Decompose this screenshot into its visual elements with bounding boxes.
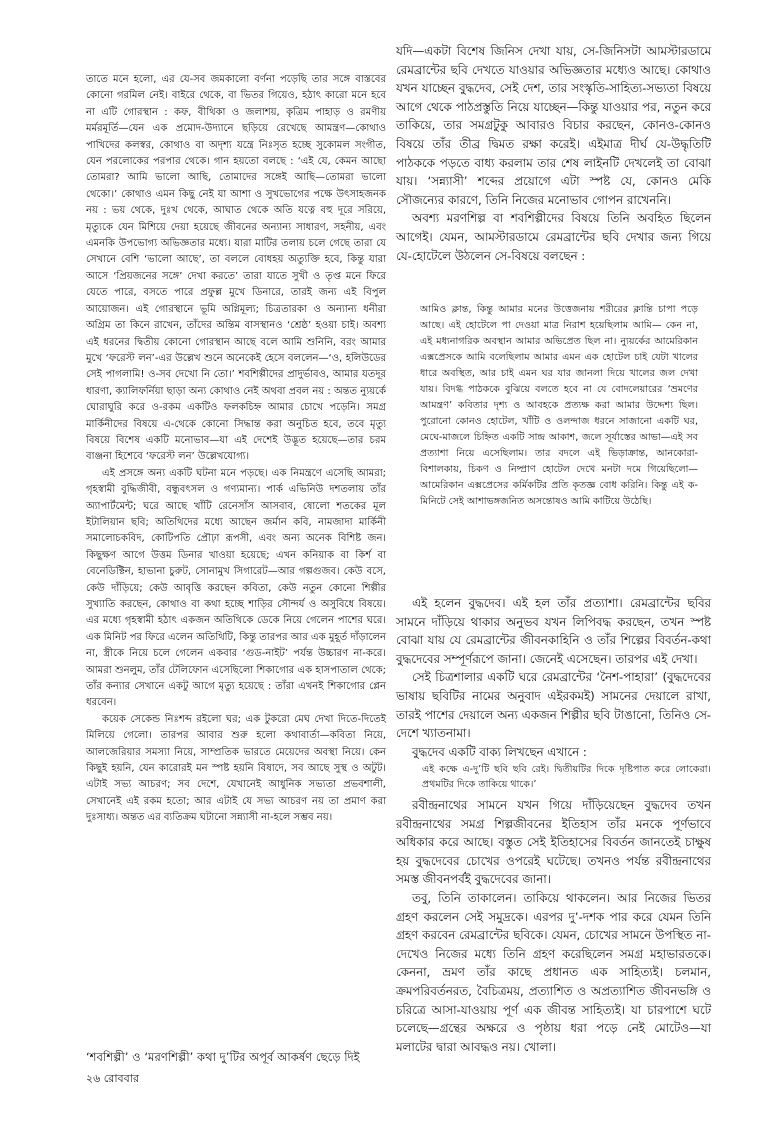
right-bottom-text [396,796,711,1056]
left-footer-continuation-line: ‘শবশিল্পী’ ও ‘মরণশিল্পী’ কথা দু’টির অপূর্ব আকর্ষণ ছেড়ে দিই [86,1050,360,1064]
left-paragraph-1: তাতে মনে হলো, এর যে-সব জমকালো বর্ণনা পড়েছি তার সঙ্গে বাস্তবের কোনো গরমিল নেই। বাইরে থেকে, বা ভিতর গিয়েও, হঠাৎ কারো মনে হবে না এটি গোরস্থান : কফ, বীথিকা ও জলাশয়, কৃত্রিম পাহাড় ও রমণীয় মর্মরমূর্তি—যেন এক প্রমোদ-উদ্যানে ছড়িয়ে রেখেছে আমন্ত্রণ—কোথাও পাখিদের কলস্বর, কোথাও বা অদৃশ্য যন্ত্রে নিঃসৃত হচ্ছে সুকোমল সংগীত, যেন পরলোকের পরপার থেকে। গান হয়তো বলছে : ‘এই যে, কেমন আছো তোমরা? আমি ভালো আছি, তোমাদের সঙ্গেই আছি—তোমরা ভালো থেকো।’ কোথাও এমন কিছু নেই যা আশা ও সুখভোগের পক্ষে উৎসাহজনক নয় : ভয় থেকে, দুঃখ থেকে, আঘাত থেকে অতি যত্নে বহু দূরে সরিয়ে, মৃত্যুকে যেন মিশিয়ে দেয়া হয়েছে জীবনের অন্যান্য সাধারণ, সহনীয়, এবং এমনকি উপভোগ্য অভিজ্ঞতার মধ্যে। যারা মাটির তলায় চলে গেছে তারা যে সেখানে বেশি ‘ভালো আছে’, তা বললে বোধহয় অত্যুক্তি হবে, কিন্তু যারা আসে ‘প্রিয়জনের সঙ্গে’ দেখা করতে’ তারা যাতে সুখী ও তৃপ্ত মনে ফিরে যেতে পারে, বসতে পারে প্রফুল্ল মুখে ডিনারে, তারই জন্য এই বিপুল আয়োজন। এই গোরস্থানে ভূমি অগ্নিমূল্য; চিত্রতারকা ও অন্যান্য ধনীরা অগ্রিম তা কিনে রাখেন, তাঁদের অন্তিম বাসস্থানও ‘শ্রেষ্ঠ’ হওয়া চাই। অবশ্য এই ধরনের দ্বিতীয় কোনো গোরস্থান আছে বলে আমি শুনিনি, বরং আমার মুখে ‘ফরেস্ট লন’-এর উল্লেখ শুনে অনেকেই হেসে বললেন—‘ও, হলিউডের সেই পাগলামি! ও-সব দেখো নি তো।’ শবশিল্পীদের প্রাদুর্ভাবও, আমার যতদূর ধারণা, ক্যালিফর্নিয়া ছাড়া অন্য কোথাও নেই অথবা প্রবল নয় : অন্তত ন্যুয়র্কে ঘোরাঘুরি করে ও-রকম একটিও ফলকচিহ্ন আমার চোখে পড়েনি। সমগ্র মার্কিনীদের বিষয়ে এ-থেকে কোনো সিদ্ধান্ত করা অনুচিত হবে, তবে মৃত্যু বিষয়ে বিশেষ একটি মনোভাব—যা এই দেশেই উদ্ভূত হয়েছে—তার চরম বাঞ্জনা হিশেবে ‘ফরেস্ট লন’ উল্লেখযোগ্য। [86,74,386,463]
page-number-footer: ২৬ রোববার [86,1072,139,1085]
right-paragraph-4: সেই চিত্রশালার একটি ঘরে রেমব্রান্টের ‘নৈশ-পাহারা’ (বুদ্ধদেবের ভাষায় ছবিটির নামের অনুবাদ এইরকমই) সামনের দেয়ালে রাখা, তারই পাশের দেয়ালে অন্য একজন শিল্পীর ছবি টাঙানো, তিনিও সে-দেশে খ্যাতনামা। [396,670,711,741]
block-quote-text: আমিও ক্লান্ত, কিন্তু আমার মনের উত্তেজনায় শরীরের ক্লান্তি চাপা পড়ে আছে। এই হোটেলে পা দেওয়া মাত্র নিরাশ হয়েছিলাম আমি— কেন না, এই মধ্যনাগরিক অবস্থান আমার অভিপ্রেত ছিল না। ন্যুয়র্কের আমেরিকান এক্সপ্রেসকে আমি বলেছিলাম আমার এমন এক হোটেল চাই যেটা খালের ধারে অবস্থিত, আর চাই এমন ঘর যার জানলা দিয়ে খালের জল দেখা যায়। বিদগ্ধ পাঠককে বুঝিয়ে বলতে হবে না যে বোদলেয়ারের ‘ভ্রমণের আমন্ত্রণ’ কবিতার দৃশ্য ও আবহকে প্রত্যক্ষ করা আমার উদ্দেশ্য ছিল। পুরোনো কোনও হোটেল, খাঁটি ও ওলন্দাজ ধরনে সাজানো একটি ঘর, মেঘে-মাজলে চিহ্নিত একটি সান্দ্র আকাশ, জলে সূর্যাস্তের আভা—এই সব প্রত্যাশা নিয়ে এসেছিলাম। তার বদলে এই ভিড়াক্রান্ত, আনকোরা-বিশালকায়, চিকণ ও নিষ্প্রাণ হোটেল দেখে মনটা দমে গিয়েছিলো—আমেরিকান এক্সপ্রেসের কর্মিকটির প্রতি কৃতজ্ঞ বোধ করিনি। কিন্তু এই ক-মিনিটে সেই আশাভঙ্গজনিত অসন্তোষও আমি কাটিয়ে উঠেছি। [420,304,698,507]
left-paragraph-3: কয়েক সেকেন্ড নিঃশব্দ রইলো ঘর; এক টুকরো মেঘ দেখা দিতে-দিতেই মিলিয়ে গেলো। তারপর আবার শুরু হলো কথাবার্তা—কবিতা নিয়ে, আলজেরিয়ার সমস্যা নিয়ে, সাম্প্রতিক ভারতে মেয়েদের অবস্থা নিয়ে। কেন কিছুই হয়নি, যেন কারোরই মন স্পষ্ট হয়নি বিষাদে, সব আছে সুস্থ ও অটুট। এটাই সভ্য আচরণ; সব দেশে, যেখানেই আধুনিক সভ্যতা প্রভবশালী, সেখানেই এই রকম হতো; আর এটাই যে সভ্য আচরণ নয় তা প্রমাণ করা দুঃসাধ্য। অন্তত এর ব্যতিক্রম ঘটানো সন্ন্যাসী না-হলে সম্ভব নয়। [86,713,386,824]
right-middle-text [396,594,711,792]
right-paragraph-6: রবীন্দ্রনাথের সামনে যখন গিয়ে দাঁড়িয়েছেন বুদ্ধদেব তখন রবীন্দ্রনাথের সমগ্র শিল্পজীবনের ইতিহাস তাঁর মনকে পূর্ণভাবে অধিকার করে আছে। বস্তুত সেই ইতিহাসের বিবর্তন জানতেই চাক্ষুষ হয় বুদ্ধদেবের চোখের ওপরেই ঘটেছে। তখনও পর্যন্ত রবীন্দ্রনাথের সমস্ত জীবনপর্বই বুদ্ধদেবের জানা। [396,798,711,887]
right-paragraph-5: বুদ্ধদেব একটি বাক্য লিখছেন এখানে : [412,744,587,759]
inline-quote-note: এই কক্ষে এ-দু’টি ছবি ছবি রেই। দ্বিতীয়টির দিকে দৃষ্টিপাত করে লোকেরা। প্রথমটির দিকে তাকিয়ে থাকে।’ [422,764,711,791]
block-quote [420,302,698,510]
right-paragraph-3: এই হলেন বুদ্ধদেব। এই হল তাঁর প্রত্যাশা। রেমব্রান্টের ছবির সামনে দাঁড়িয়ে থাকার অনুভব যখন লিপিবদ্ধ করছেন, তখন স্পষ্ট বোঝা যায় যে রেমব্রান্টের জীবনকাহিনি ও তাঁর শিল্পের বিবর্তন-কথা বুদ্ধদেবের সম্পূর্ণরূপে জানা। জেনেই এসেছেন। তারপর এই দেখা। [396,596,711,666]
right-paragraph-2: অবশ্য মরণশিল্প বা শবশিল্পীদের বিষয়ে তিনি অবহিত ছিলেন আগেই। যেমন, আমস্টারডামে রেমব্রান্টের ছবি দেখার জন্য গিয়ে যে-হোটেলে উঠলেন সে-বিষয়ে বলছেন : [396,211,711,263]
right-top-text [396,42,711,265]
left-paragraph-2: এই প্রসঙ্গে অন্য একটি ঘটনা মনে পড়ছে। এক নিমন্ত্রণে এসেছি আমরা; গৃহস্বামী বুদ্ধিজীবী, বন্ধুবৎসল ও গণ্যমান্য। পার্ক এভিনিউ দশতলায় তাঁর অ্যাপার্টমেন্ট; ঘরে আছে খাঁটি রেনেসাঁস আসবাব, ষোলো শতকের মূল ইটালিয়ান ছবি; অতিথিদের মধ্যে আছেন জর্মান কবি, নামজাদা মার্কিনী সমালোচকবিদ, কোটিপতি প্রৌঢ়া রূপসী, এবং অন্য অনেক বিশিষ্ট জন। কিছুক্ষণ আগে উত্তম ডিনার খাওয়া হয়েছে; এখন কনিয়াক বা কির্শ বা বেনেডিক্টিন, হাভানা চুরুট, সোনামুখ সিগারেট—আর গল্পগুজব। কেউ বসে, কেউ দাঁড়িয়ে; কেউ আবৃত্তি করছেন কবিতা, কেউ নতুন কোনো শিল্পীর সুখ্যাতি করছেন, কোথাও বা কথা হচ্ছে শাড়ির সৌন্দর্য ও অসুবিধে বিষয়ে। এর মধ্যে গৃহস্বামী হঠাৎ একজন অতিথিকে ডেকে নিয়ে গেলেন পাশের ঘরে। এক মিনিট পর ফিরে এলেন অতিথিটি, কিন্তু তারপর আর এক মুহূর্ত দাঁড়ালেন না, স্ত্রীকে নিয়ে চলে গেলেন একবার ‘গুড-নাইট’ পর্যন্ত উচ্চারণ না-করে। আমরা শুনলুম, তাঁর টেলিফোন এসেছিলো শিকাগোর এক হাসপাতাল থেকে; তাঁর কন্যার সেখানে একটু আগে মৃত্যু হয়েছে : তাঁরা এখনই শিকাগোর প্লেন ধরবেন। [86,467,386,709]
left-body-text [86,72,386,827]
right-paragraph-1: যদি—একটা বিশেষ জিনিস দেখা যায়, সে-জিনিসটা আমস্টারডামে রেমব্রান্টের ছবি দেখতে যাওয়ার অভিজ্ঞতার মধ্যেও আছে। কোথাও যখন যাচ্ছেন বুদ্ধদেব, সেই দেশ, তার সংস্কৃতি-সাহিত্য-সভ্যতা বিষয়ে আগে থেকে পাঠপ্রস্তুতি নিয়ে যাচ্ছেন—কিন্তু যাওয়ার পর, নতুন করে তাকিয়ে, তার সমগ্রটুকু আবারও বিচার করছেন, কোনও-কোনও বিষয়ে তাঁর তীব্র দ্বিমত রক্ষা করেই। এইমাত্র দীর্ঘ যে-উদ্ধৃতিটি পাঠককে পড়তে বাধ্য করলাম তার শেষ লাইনটি দেখলেই তা বোঝা যায়। ‘সন্ন্যাসী’ শব্দের প্রয়োগে এটা স্পষ্ট যে, কোনও মেকি সৌজন্যের কারণে, তিনি নিজের মনোভাব গোপন রাখেননি। [396,44,711,207]
right-paragraph-7: তবু, তিনি তাকালেন। তাকিয়ে থাকলেন। আর নিজের ভিতর গ্রহণ করলেন সেই সমুদ্রকে। এরপর দু’-দশক পার করে যেমন তিনি গ্রহণ করবেন রেমব্রান্টের ছবিকে। যেমন, চোখের সামনে উপস্থিত না-দেখেও নিজের মধ্যে তিনি গ্রহণ করেছিলেন সমগ্র মহাভারতকে। কেননা, ভ্রমণ তাঁর কাছে প্রধানত এক সাহিত্যই। চলমান, ক্রমপরিবর্তনরত, বৈচিত্রময়, প্রত্যাশিত ও অপ্রত্যাশিত জীবনভঙ্গি ও চরিত্রে আসা-যাওয়ায় পূর্ণ এক জীবন্ত সাহিত্যই। যা চারপাশে ঘটে চলেছে—গ্রন্থের অক্ষরে ও পৃষ্ঠায় ধরা পড়ে নেই মোটেও—যা মলাটের দ্বারা আবদ্ধও নয়। খোলা। [396,890,711,1054]
